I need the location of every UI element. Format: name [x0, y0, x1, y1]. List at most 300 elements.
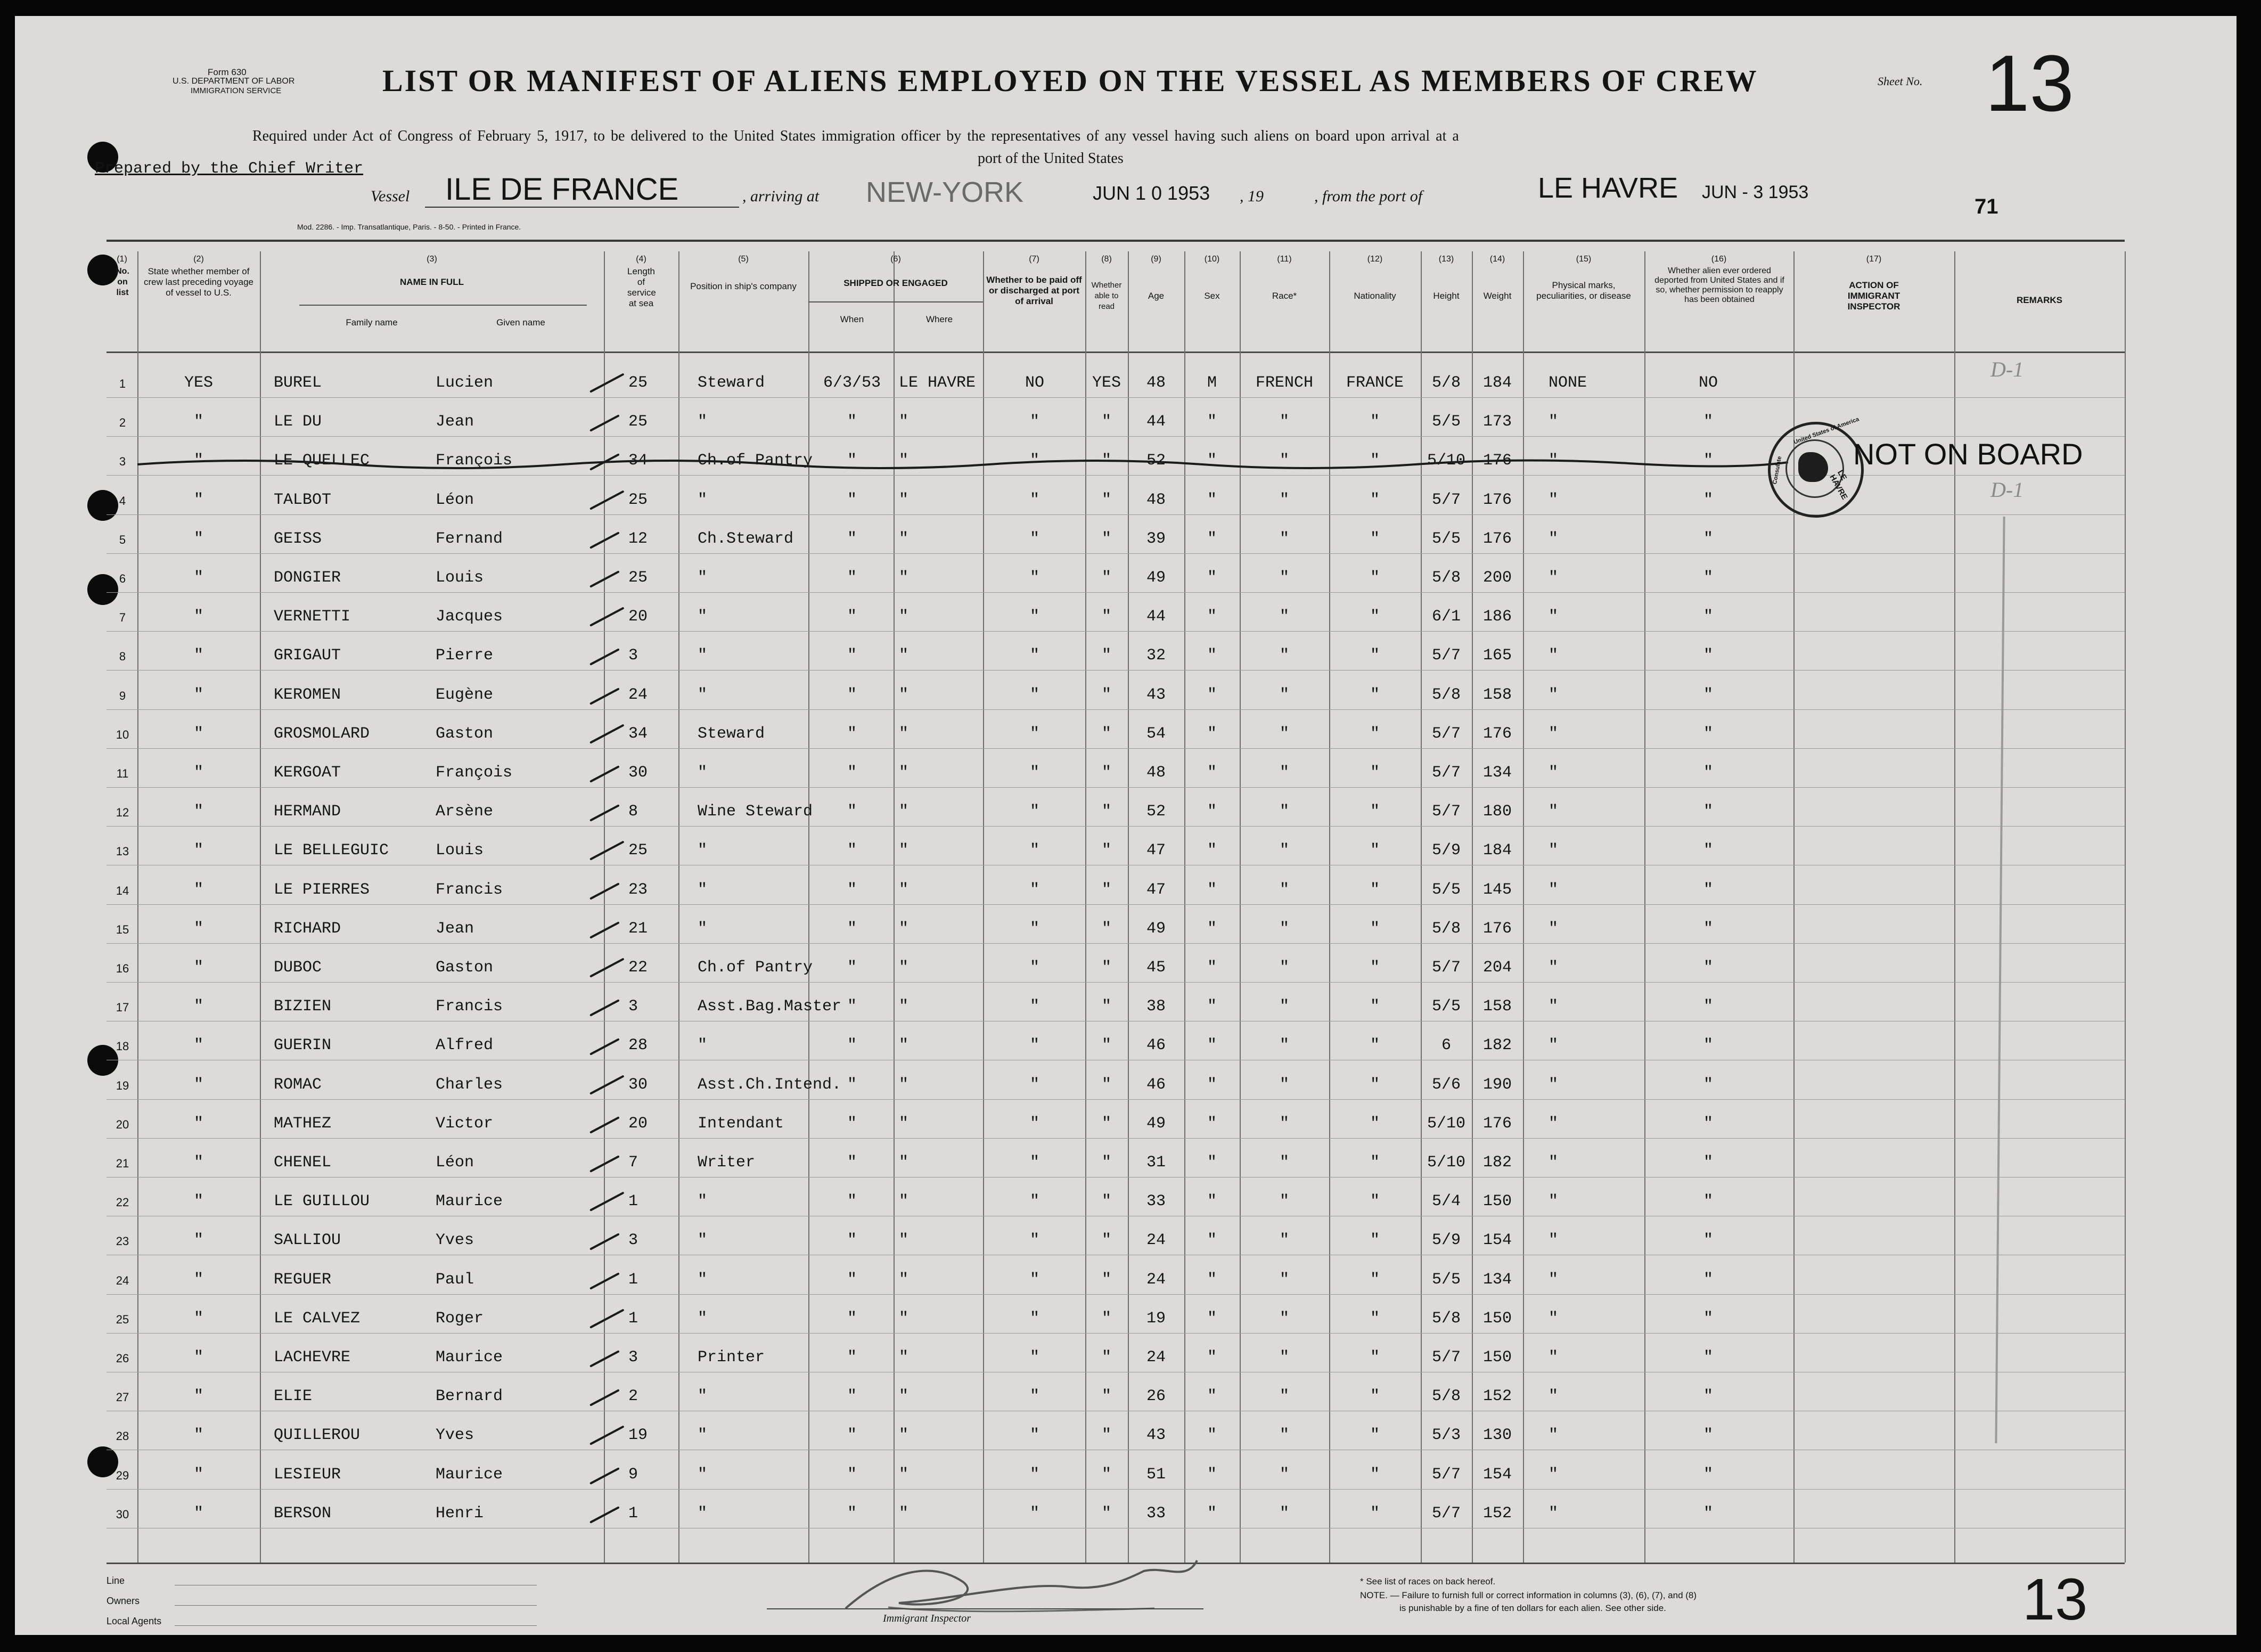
cell-height: 5/8: [1431, 569, 1461, 587]
cell-marks: ": [1549, 608, 1559, 626]
cell-weight: 204: [1482, 959, 1512, 977]
cell-given: Paul: [436, 1270, 474, 1289]
cell-family: QUILLEROU: [274, 1426, 361, 1445]
remarks-d1-row4: D-1: [1990, 478, 2024, 502]
cell-weight: 154: [1482, 1465, 1512, 1484]
cell-weight: 182: [1482, 1036, 1512, 1055]
cell-race: ": [1279, 452, 1289, 470]
cell-where: ": [899, 919, 909, 938]
cell-position: Printer: [698, 1348, 765, 1367]
cell-position: ": [698, 413, 708, 431]
cell-nat: ": [1370, 1270, 1380, 1289]
cell-height: 5/5: [1431, 1270, 1461, 1289]
cell-when: ": [847, 413, 857, 431]
cell-given: Yves: [436, 1231, 474, 1250]
col-3-number: (3): [427, 255, 437, 264]
cell-height: 5/8: [1431, 685, 1461, 704]
cell-given: François: [436, 764, 513, 782]
cell-nat: ": [1370, 1036, 1380, 1055]
row-rule: [107, 553, 2125, 554]
cell-when: ": [847, 1036, 857, 1055]
cell-weight: 158: [1482, 997, 1512, 1016]
cell-paid: NO: [1025, 374, 1044, 392]
col-11-number: (11): [1277, 255, 1292, 264]
cell-paid: ": [1029, 413, 1039, 431]
cell-no: 27: [116, 1391, 129, 1404]
remarks-header: REMARKS: [2017, 295, 2062, 305]
cell-paid: ": [1029, 1231, 1039, 1250]
cell-paid: ": [1029, 608, 1039, 626]
cell-sex: ": [1207, 452, 1217, 470]
inspector-signature: [824, 1550, 1208, 1624]
cell-nat: ": [1370, 1504, 1380, 1523]
cell-height: 5/7: [1431, 959, 1461, 977]
cell-where: ": [899, 1270, 909, 1289]
cell-service: 1: [628, 1504, 638, 1523]
cell-no: 22: [116, 1196, 129, 1209]
remarks-d1-row1: D-1: [1990, 357, 2024, 381]
cell-family: GROSMOLARD: [274, 724, 370, 743]
cell-race: ": [1279, 803, 1289, 821]
cell-when: ": [847, 1387, 857, 1406]
col-9-label: Age: [1148, 291, 1165, 301]
cell-sex: ": [1207, 1426, 1217, 1445]
cell-age: 48: [1146, 764, 1166, 782]
shipped-where-header: Where: [925, 314, 953, 324]
cell-sex: ": [1207, 1504, 1217, 1523]
col-13-number: (13): [1438, 255, 1454, 264]
cell-where: ": [899, 1036, 909, 1055]
cell-race: ": [1279, 1348, 1289, 1367]
cell-age: 43: [1146, 685, 1166, 704]
cell-nat: ": [1370, 490, 1380, 509]
cell-position: ": [698, 608, 708, 626]
cell-age: 32: [1146, 647, 1166, 665]
cell-no: 17: [116, 1001, 129, 1015]
cell-no: 5: [119, 533, 126, 546]
cell-when: ": [847, 1154, 857, 1172]
cell-age: 43: [1146, 1426, 1166, 1445]
col-8-number: (8): [1101, 255, 1112, 264]
cell-where: ": [899, 1231, 909, 1250]
cell-where: ": [899, 1465, 909, 1484]
column-divider: [1523, 251, 1524, 1563]
cell-where: ": [899, 413, 909, 431]
cell-family: BUREL: [274, 374, 322, 392]
shipped-when-header: When: [840, 314, 864, 324]
cell-sex: ": [1207, 1192, 1217, 1211]
cell-read: ": [1101, 608, 1111, 626]
cell-service: 22: [628, 959, 648, 977]
sheet-number: 13: [1985, 38, 2074, 128]
cell-prev: ": [193, 959, 203, 977]
cell-where: ": [899, 1426, 909, 1445]
cell-family: LE CALVEZ: [274, 1309, 361, 1328]
cell-paid: ": [1029, 1154, 1039, 1172]
cell-family: LESIEUR: [274, 1465, 341, 1484]
cell-when: ": [847, 803, 857, 821]
cell-nat: ": [1370, 880, 1380, 899]
cell-no: 10: [116, 727, 129, 741]
cell-height: 5/5: [1431, 997, 1461, 1016]
col-1-number: (1): [117, 255, 127, 264]
cell-read: ": [1101, 413, 1111, 431]
cell-race: ": [1279, 529, 1289, 548]
row-rule: [107, 1138, 2125, 1139]
cell-position: Ch.of Pantry: [698, 959, 813, 977]
cell-sex: ": [1207, 1114, 1217, 1133]
cell-when: ": [847, 841, 857, 860]
cell-no: 11: [116, 767, 129, 780]
cell-race: ": [1279, 959, 1289, 977]
cell-position: ": [698, 1036, 708, 1055]
col-3-label: NAME IN FULL: [400, 277, 464, 287]
cell-given: Henri: [436, 1504, 484, 1523]
cell-paid: ": [1029, 452, 1039, 470]
cell-sex: ": [1207, 1036, 1217, 1055]
cell-marks: ": [1549, 1387, 1559, 1406]
cell-position: Ch.of Pantry: [698, 452, 813, 470]
cell-where: ": [899, 529, 909, 548]
cell-read: ": [1101, 919, 1111, 938]
cell-when: ": [847, 919, 857, 938]
cell-sex: ": [1207, 569, 1217, 587]
cell-family: BIZIEN: [274, 997, 332, 1016]
cell-weight: 165: [1482, 647, 1512, 665]
cell-paid: ": [1029, 1465, 1039, 1484]
cell-race: ": [1279, 1154, 1289, 1172]
cell-nat: ": [1370, 1192, 1380, 1211]
cell-position: ": [698, 647, 708, 665]
row-rule: [107, 631, 2125, 632]
cell-sex: ": [1207, 880, 1217, 899]
local-agents-label: Local Agents: [107, 1616, 162, 1626]
cell-when: ": [847, 724, 857, 743]
cell-race: ": [1279, 490, 1289, 509]
row-3-strikethrough: [137, 453, 1788, 474]
cell-marks: ": [1549, 1114, 1559, 1133]
inspector-signature-line: [767, 1608, 1203, 1609]
cell-age: 48: [1146, 490, 1166, 509]
cell-deported: ": [1703, 1154, 1713, 1172]
cell-nat: ": [1370, 413, 1380, 431]
cell-prev: ": [193, 841, 203, 860]
cell-weight: 176: [1482, 529, 1512, 548]
cell-race: ": [1279, 1270, 1289, 1289]
cell-height: 5/7: [1431, 724, 1461, 743]
cell-race: ": [1279, 724, 1289, 743]
cell-nat: FRANCE: [1346, 374, 1404, 392]
cell-nat: ": [1370, 997, 1380, 1016]
cell-race: ": [1279, 1075, 1289, 1094]
cell-sex: ": [1207, 1348, 1217, 1367]
cell-where: ": [899, 764, 909, 782]
cell-when: ": [847, 880, 857, 899]
cell-paid: ": [1029, 1504, 1039, 1523]
cell-read: ": [1101, 724, 1111, 743]
cell-height: 5/7: [1431, 490, 1461, 509]
cell-prev: ": [193, 1387, 203, 1406]
cell-weight: 150: [1482, 1348, 1512, 1367]
cell-race: ": [1279, 1114, 1289, 1133]
cell-read: ": [1101, 1426, 1111, 1445]
cell-prev: ": [193, 1270, 203, 1289]
cell-sex: ": [1207, 841, 1217, 860]
header-bottom-rule: [107, 351, 2125, 353]
cell-given: Lucien: [436, 374, 494, 392]
cell-given: Yves: [436, 1426, 474, 1445]
cell-weight: 150: [1482, 1192, 1512, 1211]
cell-prev: ": [193, 764, 203, 782]
required-text-line2: port of the United States: [978, 150, 1124, 167]
cell-deported: ": [1703, 413, 1713, 431]
cell-deported: ": [1703, 490, 1713, 509]
cell-marks: NONE: [1549, 374, 1587, 392]
cell-height: 5/9: [1431, 841, 1461, 860]
cell-when: ": [847, 959, 857, 977]
cell-height: 5/7: [1431, 1504, 1461, 1523]
cell-read: ": [1101, 452, 1111, 470]
cell-service: 21: [628, 919, 648, 938]
cell-sex: ": [1207, 1231, 1217, 1250]
column-divider: [894, 251, 895, 1563]
cell-given: Fernand: [436, 529, 503, 548]
cell-service: 34: [628, 724, 648, 743]
cell-race: ": [1279, 841, 1289, 860]
cell-marks: ": [1549, 959, 1559, 977]
cell-age: 31: [1146, 1154, 1166, 1172]
row-rule: [107, 748, 2125, 749]
cell-family: LE BELLEGUIC: [274, 841, 389, 860]
cell-given: Roger: [436, 1309, 484, 1328]
cell-where: ": [899, 1192, 909, 1211]
arriving-port: NEW-YORK: [866, 176, 1024, 208]
cell-sex: ": [1207, 685, 1217, 704]
row-rule: [107, 787, 2125, 788]
cell-paid: ": [1029, 919, 1039, 938]
cell-race: ": [1279, 1309, 1289, 1328]
cell-age: 39: [1146, 529, 1166, 548]
cell-weight: 176: [1482, 490, 1512, 509]
owners-field: [175, 1605, 537, 1606]
cell-service: 34: [628, 452, 648, 470]
cell-marks: ": [1549, 647, 1559, 665]
cell-race: ": [1279, 1036, 1289, 1055]
cell-prev: ": [193, 413, 203, 431]
cell-marks: ": [1549, 880, 1559, 899]
cell-position: ": [698, 764, 708, 782]
cell-race: ": [1279, 1387, 1289, 1406]
footer-sheet-number: 13: [2022, 1567, 2088, 1632]
cell-race: ": [1279, 685, 1289, 704]
cell-marks: ": [1549, 841, 1559, 860]
cell-no: 13: [116, 845, 129, 858]
cell-weight: 180: [1482, 803, 1512, 821]
col-4-number: (4): [636, 255, 646, 264]
cell-prev: ": [193, 1309, 203, 1328]
cell-weight: 158: [1482, 685, 1512, 704]
cell-prev: ": [193, 1154, 203, 1172]
vessel-underline: [425, 207, 739, 208]
cell-age: 52: [1146, 803, 1166, 821]
cell-position: ": [698, 919, 708, 938]
cell-prev: ": [193, 1036, 203, 1055]
cell-race: ": [1279, 1426, 1289, 1445]
col-2-label: State whether member of crew last preceding voyage of vessel to U.S.: [143, 266, 253, 298]
col-12-label: Nationality: [1354, 291, 1396, 301]
cell-age: 48: [1146, 374, 1166, 392]
cell-prev: YES: [184, 374, 213, 392]
cell-family: HERMAND: [274, 803, 341, 821]
cell-position: ": [698, 1270, 708, 1289]
row-rule: [107, 592, 2125, 593]
cell-given: Maurice: [436, 1465, 503, 1484]
cell-height: 5/9: [1431, 1231, 1461, 1250]
page-title: LIST OR MANIFEST OF ALIENS EMPLOYED ON THE VESSEL AS MEMBERS OF CREW: [382, 63, 1758, 98]
row-rule: [107, 1099, 2125, 1100]
cell-sex: ": [1207, 1270, 1217, 1289]
cell-prev: ": [193, 1192, 203, 1211]
cell-marks: ": [1549, 1348, 1559, 1367]
cell-marks: ": [1549, 764, 1559, 782]
cell-no: 29: [116, 1468, 129, 1482]
cell-given: Louis: [436, 841, 484, 860]
cell-service: 24: [628, 685, 648, 704]
cell-family: VERNETTI: [274, 608, 351, 626]
cell-given: Victor: [436, 1114, 494, 1133]
cell-height: 5/10: [1427, 1114, 1465, 1133]
cell-marks: ": [1549, 1075, 1559, 1094]
local-agents-field: [175, 1625, 537, 1626]
cell-service: 1: [628, 1309, 638, 1328]
owners-label: Owners: [107, 1596, 140, 1606]
cell-marks: ": [1549, 1192, 1559, 1211]
cell-where: ": [899, 1504, 909, 1523]
cell-nat: ": [1370, 1387, 1380, 1406]
cell-race: ": [1279, 997, 1289, 1016]
cell-paid: ": [1029, 997, 1039, 1016]
cell-read: ": [1101, 841, 1111, 860]
cell-height: 5/3: [1431, 1426, 1461, 1445]
cell-marks: ": [1549, 413, 1559, 431]
cell-height: 5/5: [1431, 529, 1461, 548]
cell-given: Léon: [436, 490, 474, 509]
cell-deported: ": [1703, 1504, 1713, 1523]
column-divider: [678, 251, 679, 1563]
cell-sex: ": [1207, 959, 1217, 977]
family-name-header: Family name: [346, 317, 398, 328]
cell-service: 1: [628, 1270, 638, 1289]
cell-age: 54: [1146, 724, 1166, 743]
cell-position: ": [698, 841, 708, 860]
cell-family: CHENEL: [274, 1154, 332, 1172]
cell-where: ": [899, 841, 909, 860]
cell-prev: ": [193, 1348, 203, 1367]
cell-when: ": [847, 997, 857, 1016]
cell-marks: ": [1549, 1036, 1559, 1055]
cell-family: DONGIER: [274, 569, 341, 587]
cell-nat: ": [1370, 1231, 1380, 1250]
cell-prev: ": [193, 608, 203, 626]
cell-race: FRENCH: [1255, 374, 1314, 392]
cell-prev: ": [193, 1465, 203, 1484]
cell-family: KERGOAT: [274, 764, 341, 782]
cell-weight: 184: [1482, 374, 1512, 392]
cell-height: 5/7: [1431, 647, 1461, 665]
cell-paid: ": [1029, 529, 1039, 548]
cell-race: ": [1279, 919, 1289, 938]
consulate-stamp: [1768, 416, 1864, 518]
cell-position: ": [698, 1465, 708, 1484]
cell-age: 44: [1146, 608, 1166, 626]
cell-height: 5/5: [1431, 880, 1461, 899]
cell-age: 24: [1146, 1270, 1166, 1289]
cell-height: 5/4: [1431, 1192, 1461, 1211]
cell-marks: ": [1549, 685, 1559, 704]
cell-deported: ": [1703, 959, 1713, 977]
cell-given: Gaston: [436, 959, 494, 977]
cell-read: ": [1101, 490, 1111, 509]
cell-given: Francis: [436, 997, 503, 1016]
cell-height: 6: [1441, 1036, 1451, 1055]
col-11-label: Race*: [1272, 291, 1297, 301]
col-9-number: (9): [1151, 255, 1161, 264]
cell-deported: ": [1703, 1309, 1713, 1328]
arriving-label: , arriving at: [742, 187, 820, 205]
cell-paid: ": [1029, 1348, 1039, 1367]
cell-height: 6/1: [1431, 608, 1461, 626]
cell-deported: ": [1703, 1231, 1713, 1250]
cell-marks: ": [1549, 724, 1559, 743]
cell-sex: ": [1207, 1387, 1217, 1406]
cell-service: 25: [628, 374, 648, 392]
cell-service: 3: [628, 1231, 638, 1250]
cell-marks: ": [1549, 1309, 1559, 1328]
cell-family: LE PIERRES: [274, 880, 370, 899]
cell-service: 30: [628, 764, 648, 782]
row-rule: [107, 1294, 2125, 1295]
cell-when: ": [847, 647, 857, 665]
cell-paid: ": [1029, 1270, 1039, 1289]
cell-where: ": [899, 1348, 909, 1367]
cell-weight: 182: [1482, 1154, 1512, 1172]
cell-deported: ": [1703, 1192, 1713, 1211]
cell-no: 16: [116, 962, 129, 975]
departure-date: JUN - 3 1953: [1702, 182, 1809, 202]
cell-where: ": [899, 1309, 909, 1328]
cell-given: Gaston: [436, 724, 494, 743]
cell-nat: ": [1370, 1465, 1380, 1484]
cell-service: 25: [628, 490, 648, 509]
cell-weight: 154: [1482, 1231, 1512, 1250]
row-rule: [107, 397, 2125, 398]
cell-position: ": [698, 1309, 708, 1328]
cell-where: ": [899, 569, 909, 587]
cell-service: 28: [628, 1036, 648, 1055]
cell-nat: ": [1370, 1426, 1380, 1445]
cell-sex: ": [1207, 764, 1217, 782]
cell-when: ": [847, 1114, 857, 1133]
shipped-subheader-rule: [808, 301, 983, 302]
cell-nat: ": [1370, 685, 1380, 704]
cell-height: 5/8: [1431, 919, 1461, 938]
cell-when: ": [847, 490, 857, 509]
cell-height: 5/7: [1431, 1348, 1461, 1367]
cell-nat: ": [1370, 1309, 1380, 1328]
cell-sex: ": [1207, 803, 1217, 821]
col-15-label: Physical marks, peculiarities, or disease: [1536, 280, 1631, 301]
cell-deported: ": [1703, 919, 1713, 938]
